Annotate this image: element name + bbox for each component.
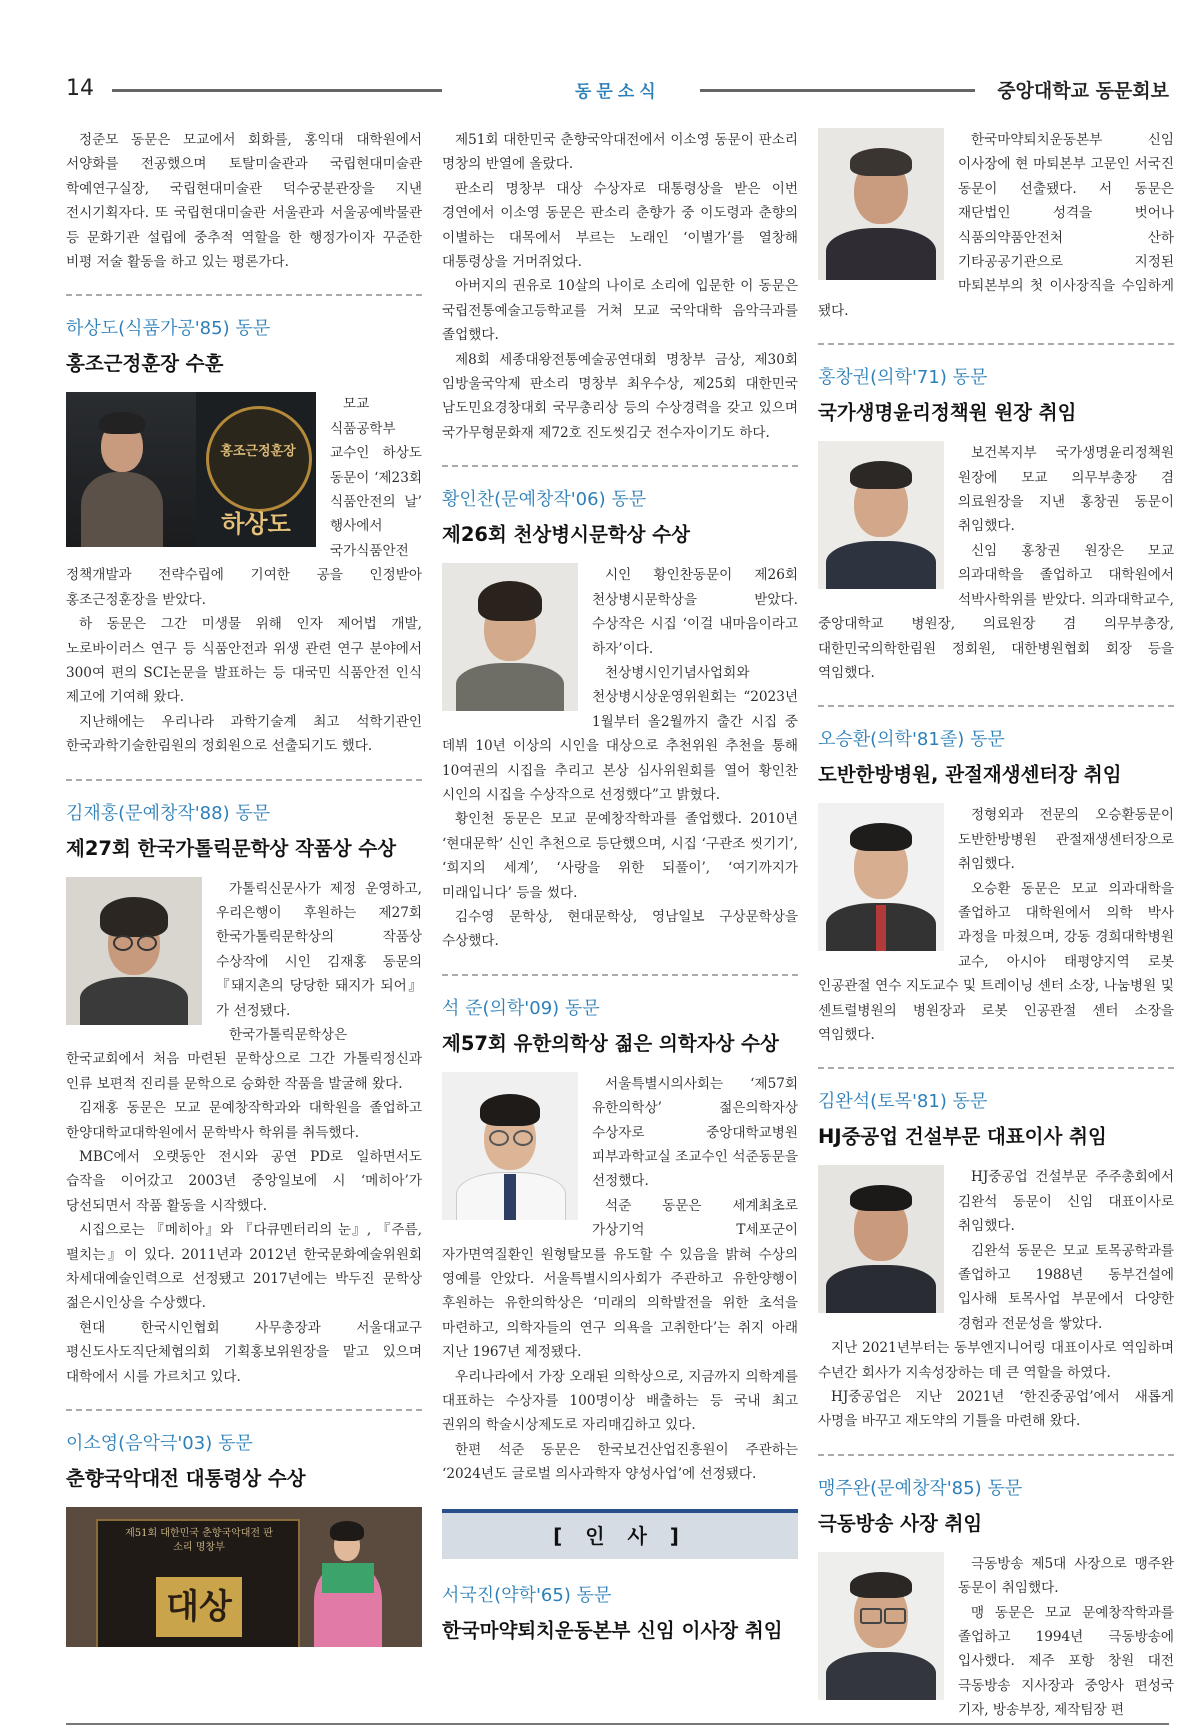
intro-paragraph: 정준모 동문은 모교에서 회화를, 홍익대 대학원에서 서양화를 전공했으며 토탈미술관과 국립현대미술관 학예연구실장, 국립현대미술관 덕수궁분관장을 지낸 전시기획자다. 또 국립현대미술관 서울관과 서울공예박물관 등 문화기관 설립에 중추적 역할을 한 행정가이자 꾸준한 비평 저술 활동을 하고 있는 평론가다.: [66, 132, 422, 271]
article-maeng-juwan: [818, 1474, 1174, 1723]
divider: [818, 1454, 1174, 1456]
article-title: 제27회 한국가톨릭문학상 작품상 수상: [66, 836, 397, 860]
divider: [442, 974, 798, 976]
article-title: 제57회 유한의학상 젊은 의학자상 수상: [442, 1031, 779, 1055]
alumni-name: 석 준(의학'09) 동문: [442, 997, 600, 1019]
article-title: 춘향국악대전 대통령상 수상: [66, 1467, 306, 1491]
divider: [66, 779, 422, 781]
alumni-name: 이소영(음악극'03) 동문: [66, 1433, 253, 1455]
article-paragraph: 한편 석준 동문은 한국보건산업진흥원이 주관하는 ‘2024년도 글로벌 의사과학자 양성사업’에 선정됐다.: [442, 1441, 798, 1483]
alumni-name: 맹주완(문예창작'85) 동문: [818, 1477, 1023, 1499]
divider: [66, 294, 422, 296]
article-paragraph: MBC에서 오랫동안 전시와 공연 PD로 일하면서도 습작을 이어갔고 2003년 중앙일보에 시 ‘메히아’가 당선되면서 작품 활동을 시작했다.: [66, 1149, 422, 1214]
article-paragraph: 한국가톨릭문학상은 한국교회에서 처음 마련된 문학상으로 그간 가톨릭정신과 인류 보편적 진리를 문학으로 승화한 작품을 발굴해 왔다.: [66, 1026, 422, 1092]
alumni-name: 김재홍(문예창작'88) 동문: [66, 802, 271, 824]
article-paragraph: HJ중공업 건설부문 주주총회에서 김완석 동문이 신임 대표이사로 취임했다.: [958, 1169, 1174, 1235]
article-title: 홍조근정훈장 수훈: [66, 352, 224, 376]
article-seok-jun: [442, 994, 798, 1487]
article-paragraph: 제8회 세종대왕전통예술공연대회 명창부 금상, 제30회 임방울국악제 판소리 명창부 최우수상, 제25회 대한민국 남도민요경창대회 국무총리상 등의 수상경력을 갖고 있으며 국가무형문화재 제72호 진도씻김굿 전수자이기도 하다.: [442, 351, 798, 441]
section-title: 동문소식: [575, 82, 661, 102]
page-header: [0, 0, 1185, 110]
article-paragraph: 아버지의 권유로 10살의 나이로 소리에 입문한 이 동문은 국립전통예술고등학교를 거쳐 모교 국악대학 음악극과를 졸업했다.: [442, 278, 798, 344]
article-paragraph: 모교 식품공학부 교수인 하상도 동문이 ‘제23회 식품안전의 날’ 행사에서 국가식품안전 정책개발과 전략수립에 기여한 공을 인정받아 홍조근정훈장을 받았다.: [66, 396, 422, 608]
article-paragraph: 제51회 대한민국 춘향국악대전에서 이소영 동문이 판소리 명창의 반열에 올랐다.: [442, 132, 798, 173]
article-paragraph: 시집으로는 『메히아』와 『다큐멘터리의 눈』, 『주름, 펼치는』이 있다. 2011년과 2012년 한국문화예술위원회 차세대예술인력으로 선정됐고 2017년에는 박두진 문학상 젊은시인상을 수상했다.: [66, 1222, 422, 1312]
article-oh-seunghwan: [818, 725, 1174, 1047]
award-banner-text: 제51회 대한민국 춘향국악대전 판소리 명창부: [125, 1528, 273, 1554]
column-3: [818, 128, 1174, 1723]
page-number: 14: [66, 76, 94, 101]
article-hwang-inchan: [442, 485, 798, 954]
article-lee-soyoung: [66, 1429, 422, 1647]
article-paragraph: 황인천 동문은 모교 문예창작학과를 졸업했다. 2010년 ‘현대문학’ 신인 추천으로 등단했으며, 시집 ‘구관조 씻기기’, ‘희지의 세계’, ‘사랑을 위한 되풀이’, ‘여기까지가 미래입니다’ 등을 썼다.: [442, 811, 798, 901]
divider: [66, 1409, 422, 1411]
divider: [818, 1067, 1174, 1069]
alumni-name: 황인찬(문예창작'06) 동문: [442, 489, 647, 511]
article-paragraph: 정형외과 전문의 오승환동문이 도반한방병원 관절재생센터장으로 취임했다.: [958, 807, 1174, 873]
alumni-name: 하상도(식품가공'85) 동문: [66, 318, 271, 340]
photo-kim-jaehong: [66, 877, 202, 1025]
photo-hwang-inchan: [442, 563, 578, 711]
photo-seo-gukjin: [818, 128, 944, 280]
article-title: 제26회 천상병시문학상 수상: [442, 523, 690, 547]
award-banner-big: 대상: [156, 1577, 242, 1637]
publication-name: 중앙대학교 동문회보: [997, 80, 1169, 102]
photo-caption: 하상도: [221, 510, 291, 539]
article-paragraph: 가톨릭신문사가 제정 운영하고, 우리은행이 후원하는 제27회 한국가톨릭문학상의 작품상 수상작에 시인 김재홍 동문의 『돼지촌의 당당한 돼지가 되어』가 선정됐다.: [216, 880, 422, 1019]
alumni-name: 홍창권(의학'71) 동문: [818, 367, 988, 389]
photo-maeng-juwan: [818, 1552, 944, 1700]
column-1: [66, 128, 422, 1647]
article-ha-sangdo: [66, 314, 422, 758]
article-paragraph: 시인 황인찬동문이 제26회 천상병시문학상을 받았다. 수상작은 시집 ‘이걸 내마음이라고 하자’이다.: [592, 567, 798, 657]
article-paragraph: 오승환 동문은 모교 의과대학을 졸업하고 대학원에서 의학 박사 과정을 마쳤으며, 강동 경희대학병원 교수, 아시아 태평양지역 로봇 인공관절 연수 지도교수 및 트레이닝 센터 소장, 나눔병원 및 센트럴병원의 병원장과 로봇 인공관절 센터 소장을 역임했다.: [818, 880, 1174, 1043]
article-paragraph: 현대 한국시인협회 사무총장과 서울대교구 평신도사도직단체협의회 기획홍보위원장을 맡고 있으며 대학에서 시를 가르치고 있다.: [66, 1319, 422, 1385]
article-kim-jaehong: [66, 799, 422, 1390]
article-paragraph: 지난 2021년부터는 동부엔지니어링 대표이사로 역임하며 수년간 회사가 지속성장하는 데 큰 역할을 하였다.: [818, 1340, 1174, 1381]
article-paragraph: 맹 동문은 모교 문예창작학과를 졸업하고 1994년 극동방송에 입사했다. 제주 포항 창원 대전 극동방송 지사장과 중앙사 편성국 기자, 방송부장, 제작팀장 편: [958, 1604, 1174, 1719]
divider: [442, 465, 798, 467]
article-paragraph: 신임 홍창권 원장은 모교 의과대학을 졸업하고 대학원에서 석박사학위를 받았다. 의과대학교수, 중앙대학교 병원장, 의료원장 겸 의무부총장, 대한민국의학한림원 정회원, 대한병원협회 회장 등을 역임했다.: [818, 542, 1174, 681]
photo-hong-changgwon: [818, 441, 944, 589]
article-paragraph: 석준 동문은 세계최초로 가상기억 T세포군이 자가면역질환인 원형탈모를 유도할 수 있음을 밝혀 수상의 영예를 안았다. 서울특별시의사회가 주관하고 유한양행이 후원하는 유한의학상은 ‘미래의 의학발전을 위한 초석을 마련하고, 의학자들의 연구 의욕을 고취한다’는 취지 아래 지난 1967년 제정됐다.: [442, 1197, 798, 1361]
alumni-name: 김완석(토목'81) 동문: [818, 1091, 988, 1113]
column-2: [442, 128, 798, 1659]
article-paragraph: 판소리 명창부 대상 수상자로 대통령상을 받은 이번 경연에서 이소영 동문은 판소리 춘향가 중 이도령과 춘향의 이별하는 대목에서 부르는 노래인 ‘이별가’를 열창해 대통령상을 거머쥐었다.: [442, 180, 798, 271]
alumni-name: 오승환(의학'81졸) 동문: [818, 729, 1005, 751]
article-title: 극동방송 사장 취임: [818, 1511, 983, 1535]
article-paragraph: 김수영 문학상, 현대문학상, 영남일보 구상문학상을 수상했다.: [442, 908, 798, 950]
footer-rule: [66, 1723, 1169, 1725]
article-paragraph: 김완석 동문은 모교 토목공학과를 졸업하고 1988년 동부건설에 입사해 토목사업 부문에서 다양한 경험과 전문성을 쌓았다.: [958, 1242, 1174, 1332]
article-kim-wanseok: [818, 1087, 1174, 1433]
article-hong-changgwon: [818, 363, 1174, 685]
article-paragraph: 보건복지부 국가생명윤리정책원 원장에 모교 의무부총장 겸 의료원장을 지낸 홍창권 동문이 취임했다.: [958, 445, 1174, 535]
article-paragraph: 한국마약퇴치운동본부 신임 이사장에 현 마퇴본부 고문인 서국진 동문이 선출됐다. 서 동문은 재단법인 성격을 벗어나 식품의약품안전처 산하 기타공공기관으로 지정된 마퇴본부의 첫 이사장직을 수임하게 됐다.: [818, 132, 1174, 319]
article-paragraph: 하 동문은 그간 미생물 위해 인자 제어법 개발, 노로바이러스 연구 등 식품안전과 위생 관련 연구 분야에서 300여 편의 SCI논문을 발표하는 등 대국민 식품안전 인식 제고에 기여해 왔다.: [66, 616, 422, 706]
article-title: 국가생명윤리정책원 원장 취임: [818, 401, 1077, 425]
alumni-name: 서국진(약학'65) 동문: [442, 1584, 612, 1606]
article-seo-gukjin: [442, 1581, 798, 1643]
photo-seok-jun: [442, 1072, 578, 1220]
article-paragraph: 극동방송 제5대 사장으로 맹주완 동문이 취임했다.: [958, 1555, 1174, 1597]
article-paragraph: 우리나라에서 가장 오래된 의학상으로, 지금까지 의학계를 대표하는 수상자를 100명이상 배출하는 등 국내 최고 권위의 학술시상제도로 자리매김하고 있다.: [442, 1368, 798, 1434]
divider: [818, 343, 1174, 345]
photo-ha-sangdo: [66, 392, 316, 547]
article-paragraph: 김재홍 동문은 모교 문예창작학과와 대학원을 졸업하고 한양대학교대학원에서 문학박사 학위를 취득했다.: [66, 1100, 422, 1141]
medal-name: 홍조근정훈장: [220, 444, 296, 460]
photo-oh-seunghwan: [818, 803, 944, 951]
header-rule-right: [700, 89, 975, 92]
photo-lee-soyoung: [66, 1507, 422, 1647]
article-paragraph: 지난해에는 우리나라 과학기술계 최고 석학기관인 한국과학기술한림원의 정회원으로 선출되기도 했다.: [66, 713, 422, 755]
photo-kim-wanseok: [818, 1165, 944, 1313]
article-paragraph: HJ중공업은 지난 2021년 ‘한진중공업’에서 새롭게 사명을 바꾸고 재도약의 기틀을 마련해 왔다.: [818, 1389, 1174, 1430]
divider: [818, 705, 1174, 707]
section-banner-insa: [ 인 사 ]: [442, 1509, 798, 1559]
article-title: 한국마약퇴치운동본부 신임 이사장 취임: [442, 1618, 783, 1642]
header-rule-left: [112, 89, 442, 92]
article-title: 도반한방병원, 관절재생센터장 취임: [818, 763, 1122, 787]
article-paragraph: 천상병시인기념사업회와 천상병시상운영위원회는 “2023년 1월부터 올2월까지 출간 시집 중 데뷔 10년 이상의 시인을 대상으로 추천위원 추천을 통해 10여권의 시집을 추리고 본상 심사위원회를 열어 황인찬 시인의 시집을 수상작으로 선정했다”고 밝혔다.: [442, 664, 798, 803]
article-paragraph: 서울특별시의사회는 ‘제57회 유한의학상’ 젊은의학자상 수상자로 중앙대학교병원 피부과학교실 조교수인 석준동문을 선정했다.: [592, 1075, 798, 1190]
article-title: HJ중공업 건설부문 대표이사 취임: [818, 1125, 1107, 1149]
